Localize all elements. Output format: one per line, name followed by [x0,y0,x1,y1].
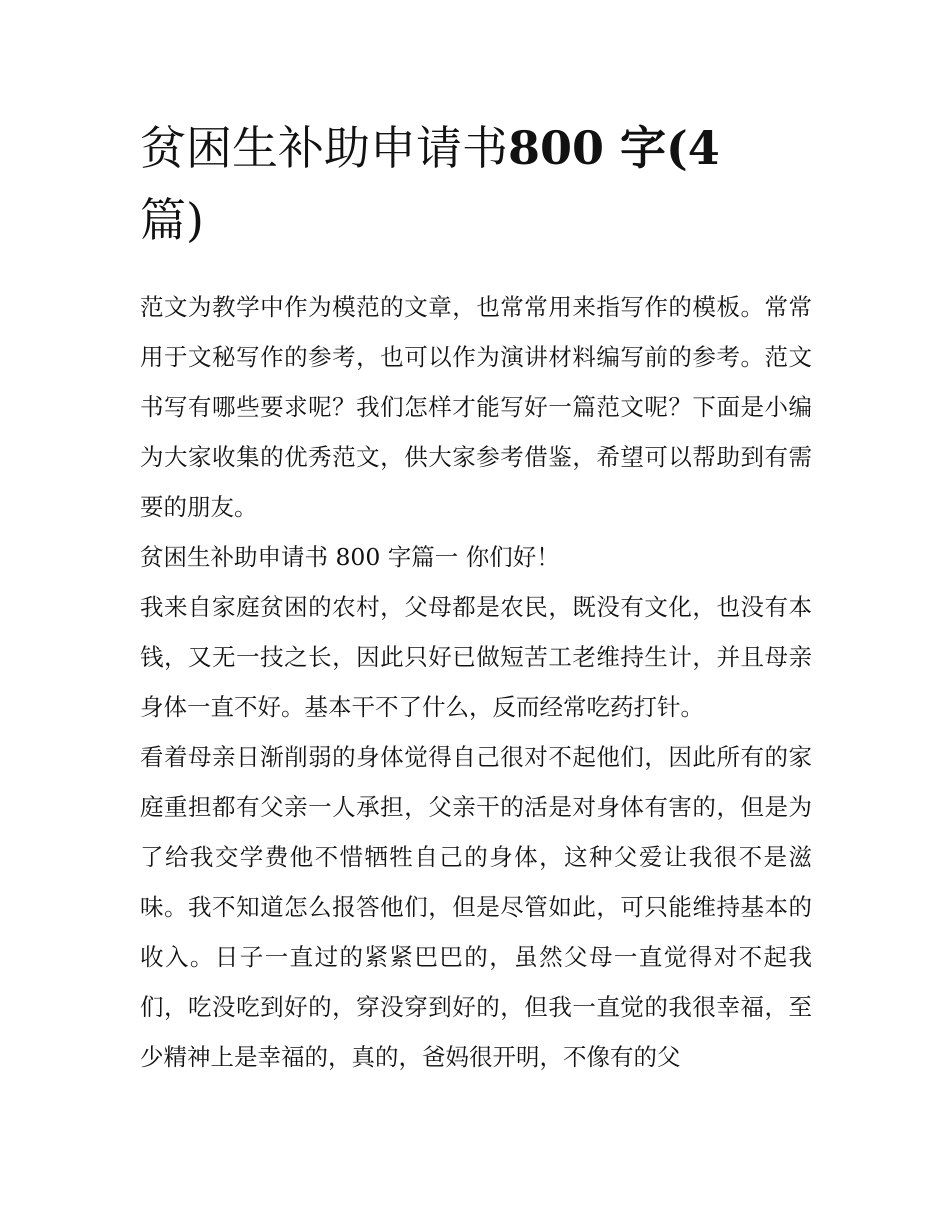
body-paragraph: 我来自家庭贫困的农村，父母都是农民，既没有文化，也没有本钱，又无一技之长，因此只好已做短苦工老维持生计，并且母亲身体一直不好。基本干不了什么，反而经常吃药打针。 [140,593,812,721]
title-suffix: 篇) [140,193,204,247]
document-body [140,282,812,1082]
section-heading-paragraph: 贫困生补助申请书 800 字篇一 你们好！ [140,543,560,571]
title-prefix: 贫困生补助申请书 [140,121,508,175]
document-title [140,112,812,256]
document-content [140,112,812,1082]
title-emphasis: 800 字(4 [508,121,720,175]
intro-paragraph: 范文为教学中作为模范的文章，也常常用来指写作的模板。常常用于文秘写作的参考，也可以作为演讲材料编写前的参考。范文书写有哪些要求呢？我们怎样才能写好一篇范文呢？下面是小编为大家收集的优秀范文，供大家参考借鉴，希望可以帮助到有需要的朋友。 [140,293,812,521]
body-paragraph: 看着母亲日渐削弱的身体觉得自己很对不起他们，因此所有的家庭重担都有父亲一人承担，父亲干的活是对身体有害的，但是为了给我交学费他不惜牺牲自己的身体，这种父爱让我很不是滋味。我不知道怎么报答他们，但是尽管如此，可只能维持基本的收入。日子一直过的紧紧巴巴的，虽然父母一直觉得对不起我们，吃没吃到好的，穿没穿到好的，但我一直觉的我很幸福，至少精神上是幸福的，真的，爸妈很开明，不像有的父 [140,743,812,1071]
